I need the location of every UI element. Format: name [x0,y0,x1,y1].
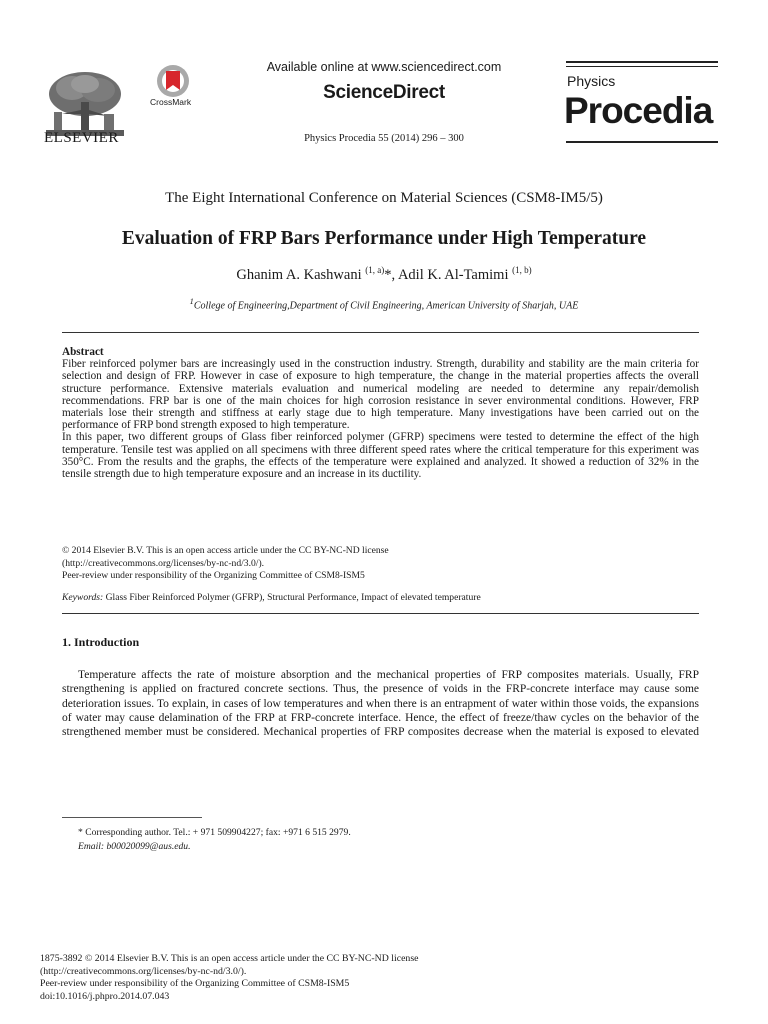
introduction-heading: 1. Introduction [62,635,140,649]
abstract-heading: Abstract [62,346,104,358]
paper-title: Evaluation of FRP Bars Performance under High Temperature [121,228,647,249]
license-link[interactable]: (http://creativecommons.org/licenses/by-nc-nd/3.0/). [62,557,265,569]
author-affiliation-mark: (1, a) [365,265,385,275]
procedia-rule-top-thin [566,66,718,67]
author-affiliation-mark: (1, b) [512,265,532,275]
abstract-section [62,346,699,480]
peer-review-line: Peer-review under responsibility of the Organizing Committee of CSM8-ISM5 [62,570,365,581]
abstract-paragraph: Fiber reinforced polymer bars are increasingly used in the construction industry. Strength, durability and stability are the main criteria for selection and design of FRP. However in case of exposure to high temperature, the change in the material properties affects the overall structure performance. Extensive materials evaluation and numerical modeling are needed to determine any repair/demolish recommendations. FRP bar is one of the main choices for high corrosion resistance in sever environmental conditions. However, FRP materials lose their strength and stiffness at early stage due to high temperature. Many investigations have been carried out on the performance of FRP bond strength exposed to high temperature. [62,358,699,432]
author-email[interactable]: Email: b00020099@aus.edu. [78,841,191,852]
copyright-line: 1875-3892 © 2014 Elsevier B.V. This is an open access article under the CC BY-NC-ND license [40,953,419,964]
affiliation-mark: 1 [189,297,194,306]
author-list [0,265,768,284]
copyright-block [40,953,418,1003]
section-divider [62,613,699,614]
license-notice [62,545,699,583]
crossmark-label: CrossMark [150,97,192,107]
elsevier-wordmark: ELSEVIER [44,130,119,146]
affiliation-text: College of Engineering,Department of Civil Engineering, American University of Sharjah, UAE [193,300,579,312]
available-online-text[interactable]: Available online at www.sciencedirect.com [266,60,502,74]
introduction-body [62,668,699,739]
license-line: © 2014 Elsevier B.V. This is an open access article under the CC BY-NC-ND license [62,545,389,556]
journal-logo-physics: Physics [567,73,616,89]
author-name: Ghanim A. Kashwani [236,266,362,283]
abstract-paragraph: In this paper, two different groups of Glass fiber reinforced polymer (GFRP) specimens were tested to determine the effect of the high temperature. Tensile test was applied on all specimens with three different speed rates where the critical temperature for this experiment was 350°C. From the results and the graphs, the effects of the temperature were explained and analyzed. It showed a reduction of 32% in the tensile strength due to high temperature exposure and an increase in its ductility. [62,431,699,481]
footnote-divider [62,817,202,818]
sciencedirect-wordmark: ScienceDirect [323,82,445,103]
conference-name: The Eight International Conference on Material Sciences (CSM8-IM5/5) [165,190,603,206]
procedia-rule-bottom [566,141,718,143]
procedia-rule-top [566,61,718,63]
keywords-label: Keywords: [62,592,104,603]
keywords-text: Glass Fiber Reinforced Polymer (GFRP), Structural Performance, Impact of elevated temperature [105,592,481,603]
journal-logo-procedia: Procedia [564,90,713,131]
corresponding-author-mark: *, [384,266,398,283]
peer-review-line: Peer-review under responsibility of the Organizing Committee of CSM8-ISM5 [40,978,350,990]
affiliation [0,297,768,311]
journal-reference: Physics Procedia 55 (2014) 296 – 300 [304,133,464,144]
author-name: Adil K. Al-Tamimi [397,266,509,283]
section-divider [62,332,699,333]
introduction-paragraph: Temperature affects the rate of moisture absorption and the mechanical properties of FRP composites materials. Usually, FRP strengthening is applied on fractured concrete sections. Thus, the presence of voids in the FRP-concrete interface may cause some deterioration issues. To explain, in cases of low temperatures and when there is an entrapment of water within those voids, the expansions of water may cause delamination of the FRP at FRP-concrete interface. Hence, the effect of freeze/thaw cycles on the behavior of the strengthened member must be considered. Mechanical properties of FRP composites decrease when the material is exposed to elevated [62,669,699,739]
keywords [62,592,699,603]
doi-link[interactable]: doi:10.1016/j.phpro.2014.07.043 [40,990,170,1002]
corresponding-author-note: * Corresponding author. Tel.: + 971 509904227; fax: +971 6 515 2979. [78,827,351,838]
license-link[interactable]: (http://creativecommons.org/licenses/by-nc-nd/3.0/). [40,965,247,977]
footnote [78,826,351,854]
